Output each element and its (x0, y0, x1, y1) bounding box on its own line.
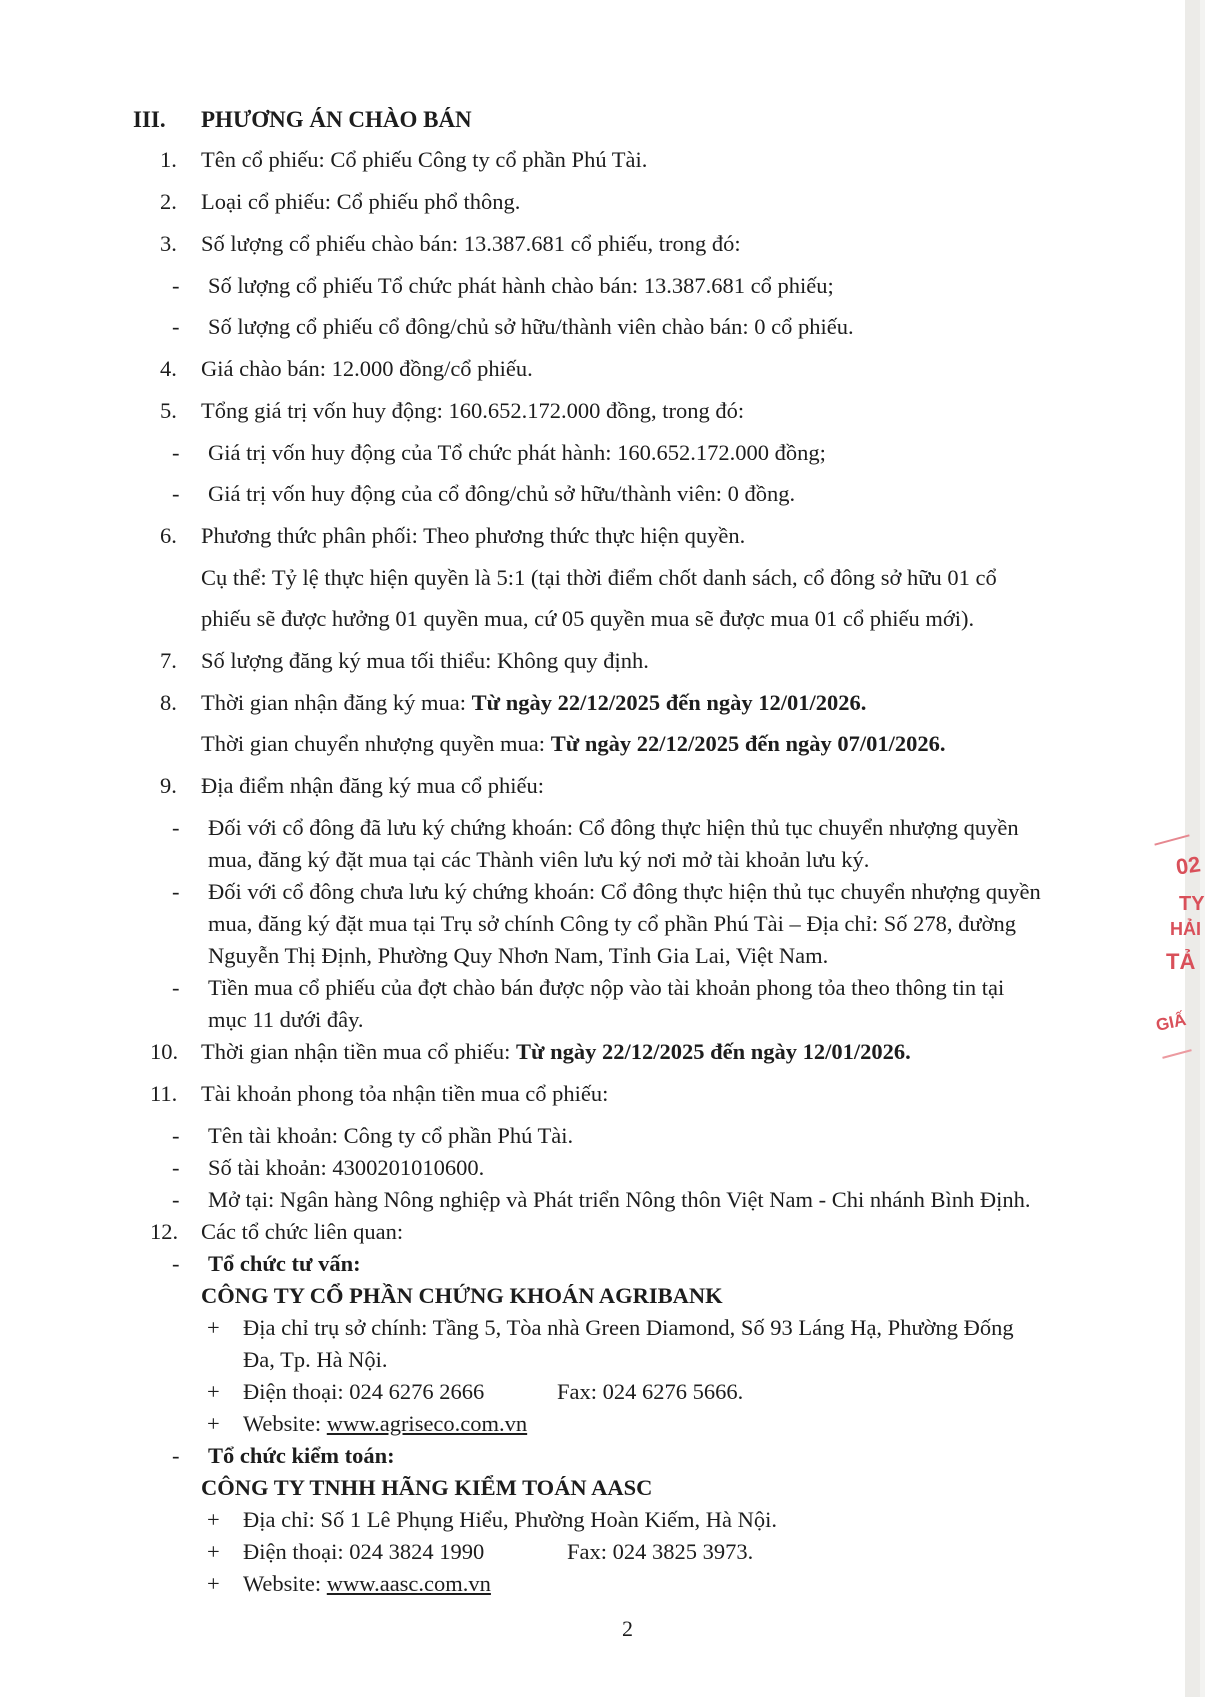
fax-text: Fax: 024 3825 3973. (567, 1539, 754, 1564)
list-item: 2. (160, 189, 177, 214)
organization-name: CÔNG TY TNHH HÃNG KIỂM TOÁN AASC (201, 1475, 653, 1500)
bullet-text: Giá trị vốn huy động của Tổ chức phát hành: 160.652.172.000 đồng; (208, 440, 826, 465)
list-item-text: Thời gian nhận đăng ký mua: Từ ngày 22/12/2025 đến ngày 12/01/2026. (201, 690, 867, 715)
list-item: 4. (160, 356, 177, 381)
plus-text: Địa chỉ: Số 1 Lê Phụng Hiểu, Phường Hoàn Kiếm, Hà Nội. (243, 1507, 778, 1532)
plus-marker: + (207, 1507, 220, 1532)
bullet: - (172, 815, 180, 840)
organization-name: CÔNG TY CỔ PHẦN CHỨNG KHOÁN AGRIBANK (201, 1283, 723, 1308)
bullet-text: Tên tài khoản: Công ty cổ phần Phú Tài. (208, 1123, 574, 1148)
list-item: 9. (160, 773, 177, 798)
list-item-text: Tên cổ phiếu: Cổ phiếu Công ty cổ phần Phú Tài. (201, 147, 648, 172)
list-item: 12. (150, 1219, 179, 1244)
paragraph-line: Nguyễn Thị Định, Phường Quy Nhơn Nam, Tỉnh Gia Lai, Việt Nam. (208, 943, 829, 968)
plus-marker: + (207, 1411, 220, 1436)
bullet-text: Đối với cổ đông chưa lưu ký chứng khoán: Cổ đông thực hiện thủ tục chuyển nhượng quyền (208, 879, 1041, 904)
bullet-text: Giá trị vốn huy động của cổ đông/chủ sở hữu/thành viên: 0 đồng. (208, 481, 796, 506)
paragraph-line: Đa, Tp. Hà Nội. (243, 1347, 388, 1372)
list-item: 3. (160, 231, 177, 256)
bullet: - (172, 1187, 180, 1212)
plus-marker: + (207, 1315, 220, 1340)
plus-text: Điện thoại: 024 3824 1990 (243, 1539, 485, 1564)
list-item-text: Loại cổ phiếu: Cổ phiếu phổ thông. (201, 189, 521, 214)
list-item: 10. (150, 1039, 179, 1064)
paragraph-line: Thời gian chuyển nhượng quyền mua: Từ ngày 22/12/2025 đến ngày 07/01/2026. (201, 731, 946, 756)
plus-text: Website: www.agriseco.com.vn (243, 1411, 528, 1436)
list-item: 5. (160, 398, 177, 423)
bullet-text: Đối với cổ đông đã lưu ký chứng khoán: Cổ đông thực hiện thủ tục chuyển nhượng quyền (208, 815, 1019, 840)
bullet: - (172, 879, 180, 904)
section-title: PHƯƠNG ÁN CHÀO BÁN (201, 107, 472, 132)
bullet-text: Số lượng cổ phiếu cổ đông/chủ sở hữu/thành viên chào bán: 0 cổ phiếu. (208, 314, 854, 339)
bullet: - (172, 1155, 180, 1180)
list-item: 1. (160, 147, 177, 172)
website-link[interactable]: www.aasc.com.vn (326, 1571, 491, 1596)
plus-marker: + (207, 1539, 220, 1564)
fax-text: Fax: 024 6276 5666. (557, 1379, 744, 1404)
bullet: - (172, 440, 180, 465)
plus-text: Địa chỉ trụ sở chính: Tầng 5, Tòa nhà Green Diamond, Số 93 Láng Hạ, Phường Đống (243, 1315, 1014, 1340)
bullet-text: Tổ chức kiểm toán: (208, 1443, 395, 1468)
plus-text: Website: www.aasc.com.vn (243, 1571, 491, 1596)
list-item: 7. (160, 648, 177, 673)
list-item-text: Địa điểm nhận đăng ký mua cổ phiếu: (201, 773, 545, 798)
bullet-text: Số lượng cổ phiếu Tổ chức phát hành chào bán: 13.387.681 cổ phiếu; (208, 273, 834, 298)
bullet-text: Tổ chức tư vấn: (208, 1251, 361, 1276)
bullet-text: Tiền mua cổ phiếu của đợt chào bán được nộp vào tài khoản phong tỏa theo thông tin tại (208, 975, 1005, 1000)
list-item: 11. (150, 1081, 178, 1106)
paragraph-line: mua, đăng ký đặt mua tại các Thành viên lưu ký nơi mở tài khoản lưu ký. (208, 847, 870, 872)
bullet-text: Mở tại: Ngân hàng Nông nghiệp và Phát triển Nông thôn Việt Nam - Chi nhánh Bình Định. (208, 1187, 1031, 1212)
bullet: - (172, 975, 180, 1000)
plus-marker: + (207, 1571, 220, 1596)
list-item-text: Phương thức phân phối: Theo phương thức thực hiện quyền. (201, 523, 746, 548)
page-number: 2 (622, 1616, 633, 1641)
section-number: III. (133, 107, 166, 132)
list-item-text: Số lượng cổ phiếu chào bán: 13.387.681 cổ phiếu, trong đó: (201, 231, 741, 256)
plus-text: Điện thoại: 024 6276 2666 (243, 1379, 485, 1404)
plus-marker: + (207, 1379, 220, 1404)
list-item-text: Số lượng đăng ký mua tối thiểu: Không quy định. (201, 648, 649, 673)
bullet-text: Số tài khoản: 4300201010600. (208, 1155, 485, 1180)
website-link[interactable]: www.agriseco.com.vn (326, 1411, 528, 1436)
company-stamp: 02 TY HẢI TẢ GIẤ (1150, 835, 1200, 1075)
bullet: - (172, 1443, 180, 1468)
list-item-text: Thời gian nhận tiền mua cổ phiếu: Từ ngày 22/12/2025 đến ngày 12/01/2026. (201, 1039, 911, 1064)
list-item-text: Tài khoản phong tỏa nhận tiền mua cổ phiếu: (201, 1081, 609, 1106)
list-item: 8. (160, 690, 177, 715)
bullet: - (172, 273, 180, 298)
bullet: - (172, 1251, 180, 1276)
paragraph-line: Cụ thể: Tỷ lệ thực hiện quyền là 5:1 (tại thời điểm chốt danh sách, cổ đông sở hữu 01 cổ (201, 565, 997, 590)
paragraph-line: phiếu sẽ được hưởng 01 quyền mua, cứ 05 quyền mua sẽ được mua 01 cổ phiếu mới). (201, 606, 975, 631)
bullet: - (172, 314, 180, 339)
list-item-text: Giá chào bán: 12.000 đồng/cổ phiếu. (201, 356, 533, 381)
list-item-text: Tổng giá trị vốn huy động: 160.652.172.000 đồng, trong đó: (201, 398, 745, 423)
list-item: 6. (160, 523, 177, 548)
bullet: - (172, 481, 180, 506)
list-item-text: Các tổ chức liên quan: (201, 1219, 404, 1244)
paragraph-line: mục 11 dưới đây. (208, 1007, 364, 1032)
section-heading (133, 107, 472, 132)
paragraph-line: mua, đăng ký đặt mua tại Trụ sở chính Công ty cổ phần Phú Tài – Địa chỉ: Số 278, đường (208, 911, 1017, 936)
bullet: - (172, 1123, 180, 1148)
